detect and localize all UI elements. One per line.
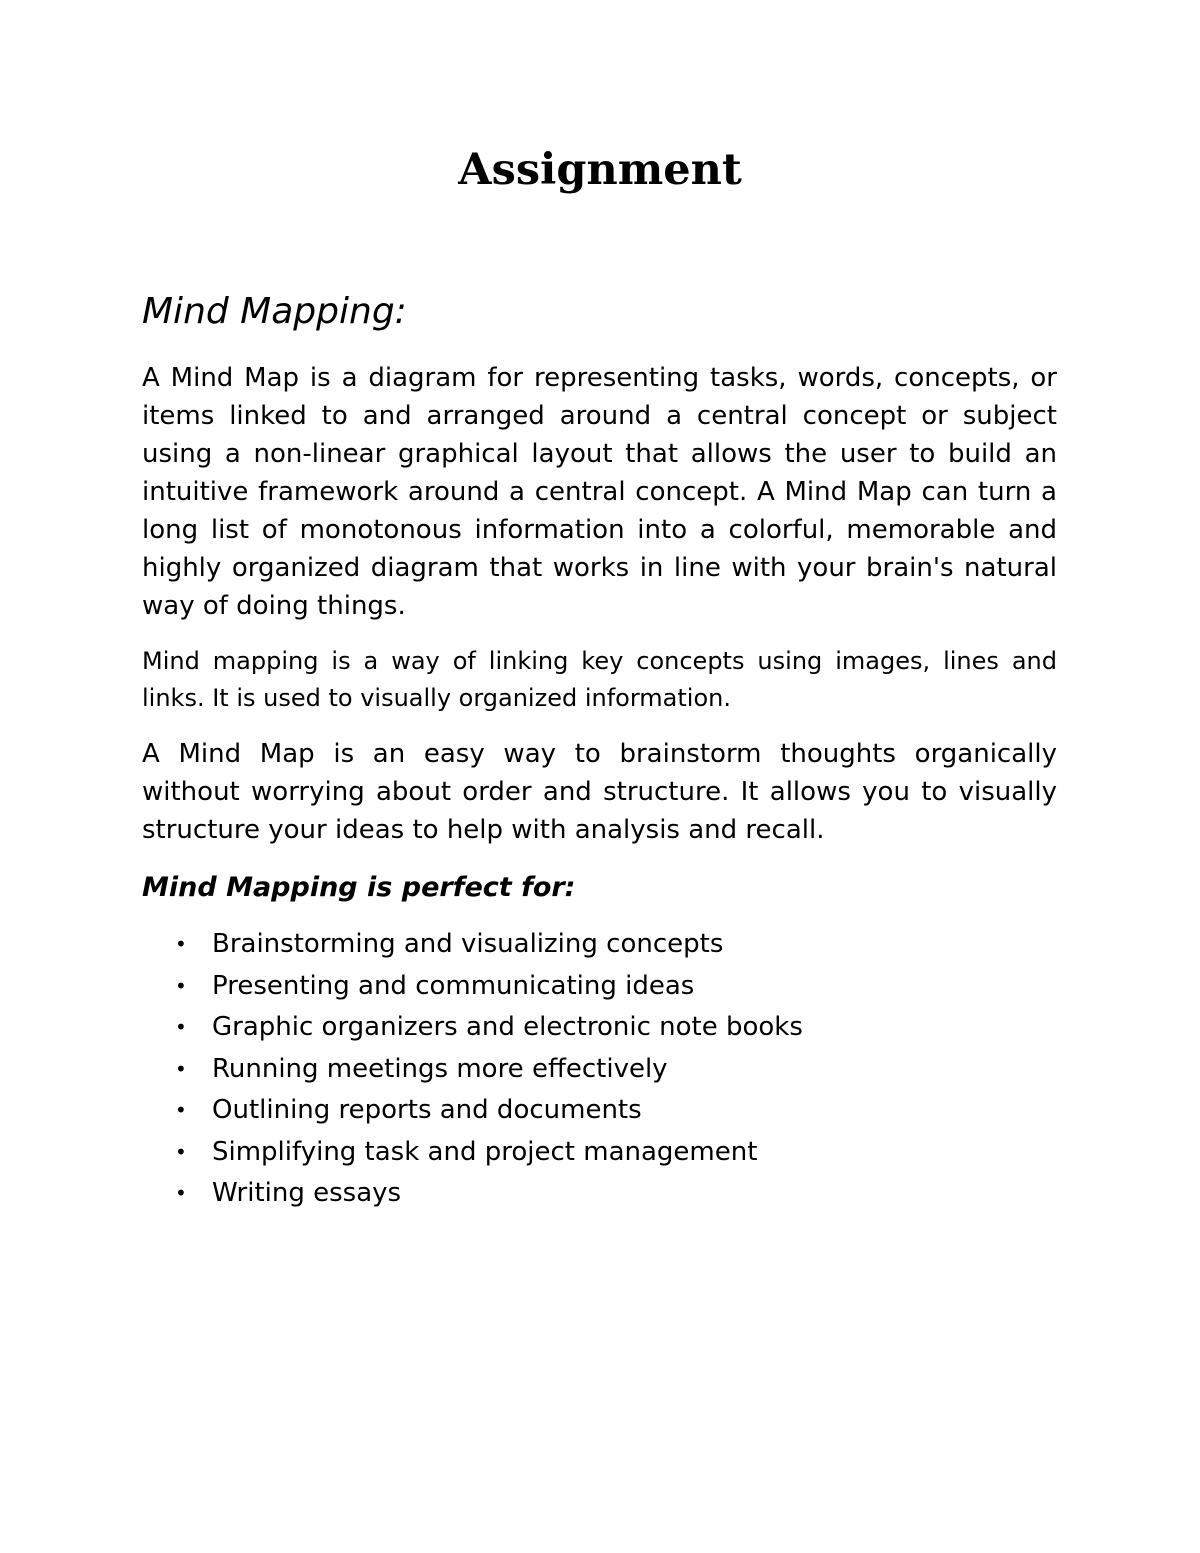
page-title: Assignment — [458, 145, 742, 195]
bullet-icon: • — [175, 1181, 187, 1205]
bullet-icon: • — [175, 932, 187, 956]
bullet-icon: • — [175, 973, 187, 998]
bullet-icon: • — [175, 1015, 187, 1039]
list-item — [142, 966, 1057, 1008]
paragraph-brainstorm: A Mind Map is an easy way to brainstorm thoughts organically without worrying about order and structure. It allows you to visually structure your ideas to help with analysis and recall. — [142, 739, 1057, 845]
paragraph-definition: A Mind Map is a diagram for representing tasks, words, concepts, or items linked to and arranged around a central concept or subject using a non-linear graphical layout that allows the user to build an intuitive framework around a central concept. A Mind Map can turn a long list of monotonous information into a colorful, memorable and highly organized diagram that works in line with your brain's natural way of doing things. — [142, 363, 1057, 621]
list-item-text: Graphic organizers and electronic note books — [212, 1012, 803, 1042]
uses-list — [142, 924, 1057, 1215]
paragraph-linking: Mind mapping is a way of linking key concepts using images, lines and links. It is used to visually organized information. — [142, 647, 1057, 712]
list-item-text: Running meetings more effectively — [212, 1053, 668, 1084]
list-item — [142, 1173, 1057, 1215]
bullet-icon: • — [175, 1056, 187, 1081]
bullet-icon: • — [175, 1139, 187, 1164]
section-heading: Mind Mapping: — [142, 291, 407, 332]
list-item — [142, 1007, 1057, 1049]
list-item-text: Outlining reports and documents — [212, 1095, 642, 1125]
list-item — [142, 1049, 1057, 1091]
list-item — [142, 1090, 1057, 1132]
list-item — [142, 924, 1057, 966]
bullet-icon: • — [175, 1098, 187, 1122]
list-heading: Mind Mapping is perfect for: — [142, 872, 576, 903]
list-item-text: Writing essays — [212, 1178, 402, 1208]
list-item-text: Simplifying task and project management — [212, 1136, 758, 1167]
list-item-text: Presenting and communicating ideas — [212, 970, 695, 1001]
list-item — [142, 1132, 1057, 1174]
document-body — [142, 288, 1057, 1215]
list-item-text: Brainstorming and visualizing concepts — [212, 929, 724, 959]
